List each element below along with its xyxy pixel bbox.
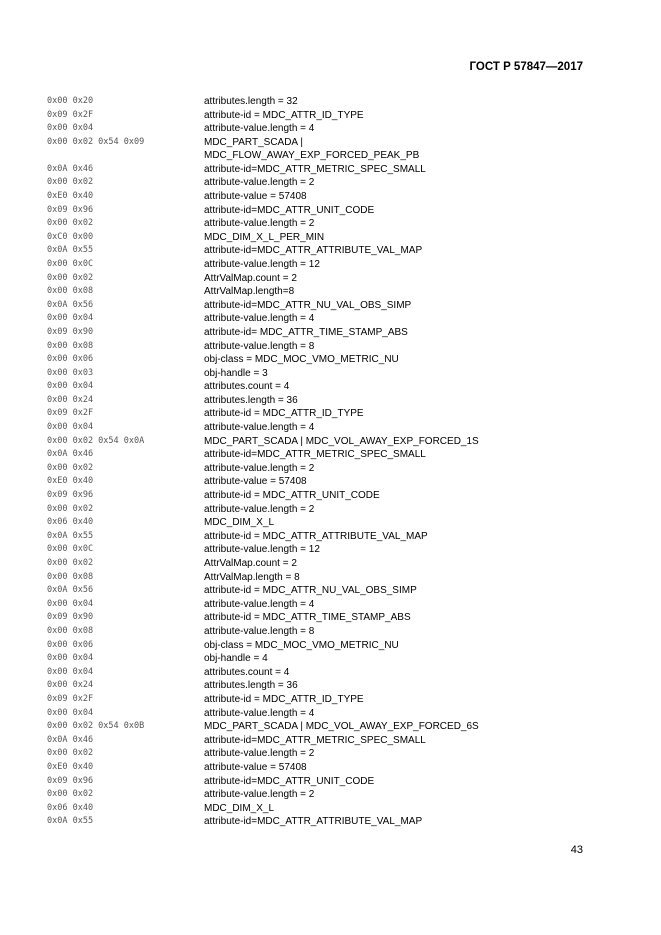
listing-row xyxy=(0,530,661,544)
listing-row xyxy=(0,679,661,693)
description-line: attribute-id=MDC_ATTR_UNIT_CODE xyxy=(204,775,375,787)
field-description xyxy=(204,421,584,435)
description-line: obj-handle = 4 xyxy=(204,653,268,665)
field-description xyxy=(204,802,584,816)
field-description xyxy=(204,258,584,272)
field-description xyxy=(204,815,584,829)
hex-bytes: 0x00 0x02 0x54 0x09 xyxy=(47,136,145,147)
description-line: attribute-value.length = 12 xyxy=(204,544,320,556)
field-description xyxy=(204,285,584,299)
description-line: obj-class = MDC_MOC_VMO_METRIC_NU xyxy=(204,354,399,366)
hex-bytes: 0x00 0x02 xyxy=(47,462,94,473)
hex-bytes: 0x00 0x02 xyxy=(47,503,94,514)
listing-row xyxy=(0,734,661,748)
byte-listing xyxy=(0,95,661,829)
listing-row xyxy=(0,109,661,123)
hex-bytes: 0x09 0x90 xyxy=(47,612,94,623)
description-line: MDC_PART_SCADA | xyxy=(204,136,303,148)
page-number: 43 xyxy=(570,844,583,856)
listing-row xyxy=(0,666,661,680)
description-line: attribute-id = MDC_ATTR_NU_VAL_OBS_SIMP xyxy=(204,585,417,597)
listing-row xyxy=(0,761,661,775)
hex-bytes: 0x00 0x06 xyxy=(47,354,94,365)
description-line: MDC_DIM_X_L_PER_MIN xyxy=(204,231,325,243)
hex-bytes: 0x00 0x08 xyxy=(47,340,94,351)
hex-bytes: 0xE0 0x40 xyxy=(47,476,94,487)
hex-bytes: 0x0A 0x46 xyxy=(47,163,94,174)
listing-row xyxy=(0,204,661,218)
description-line: attribute-id = MDC_ATTR_UNIT_CODE xyxy=(204,490,380,502)
description-line: attribute-value.length = 2 xyxy=(204,218,315,230)
listing-row xyxy=(0,611,661,625)
listing-row xyxy=(0,557,661,571)
hex-bytes: 0x00 0x02 xyxy=(47,789,94,800)
description-line: attribute-id=MDC_ATTR_UNIT_CODE xyxy=(204,204,375,216)
description-line: attribute-value.length = 2 xyxy=(204,503,315,515)
description-line: AttrValMap.count = 2 xyxy=(204,272,297,284)
field-description xyxy=(204,176,584,190)
hex-bytes: 0x0A 0x55 xyxy=(47,816,94,827)
listing-row xyxy=(0,584,661,598)
listing-row xyxy=(0,462,661,476)
listing-row xyxy=(0,285,661,299)
listing-row xyxy=(0,489,661,503)
field-description xyxy=(204,326,584,340)
description-line: attribute-value.length = 4 xyxy=(204,707,315,719)
listing-row xyxy=(0,312,661,326)
field-description xyxy=(204,530,584,544)
hex-bytes: 0xE0 0x40 xyxy=(47,761,94,772)
field-description xyxy=(204,340,584,354)
field-description xyxy=(204,693,584,707)
listing-row xyxy=(0,190,661,204)
field-description xyxy=(204,788,584,802)
hex-bytes: 0x0A 0x56 xyxy=(47,299,94,310)
hex-bytes: 0x0A 0x56 xyxy=(47,585,94,596)
description-line: attribute-value.length = 12 xyxy=(204,258,320,270)
field-description xyxy=(204,380,584,394)
description-line: attribute-id=MDC_ATTR_NU_VAL_OBS_SIMP xyxy=(204,299,412,311)
listing-row xyxy=(0,475,661,489)
field-description xyxy=(204,639,584,653)
description-line: attribute-value.length = 4 xyxy=(204,123,315,135)
listing-row xyxy=(0,380,661,394)
listing-row xyxy=(0,802,661,816)
field-description xyxy=(204,707,584,721)
field-description xyxy=(204,571,584,585)
field-description xyxy=(204,407,584,421)
listing-row xyxy=(0,136,661,163)
listing-row xyxy=(0,503,661,517)
hex-bytes: 0x06 0x40 xyxy=(47,802,94,813)
hex-bytes: 0x09 0x96 xyxy=(47,775,94,786)
field-description xyxy=(204,584,584,598)
listing-row xyxy=(0,407,661,421)
description-line: attributes.length = 36 xyxy=(204,680,298,692)
hex-bytes: 0x09 0x96 xyxy=(47,490,94,501)
listing-row xyxy=(0,543,661,557)
field-description xyxy=(204,353,584,367)
field-description xyxy=(204,448,584,462)
field-description xyxy=(204,557,584,571)
hex-bytes: 0x00 0x04 xyxy=(47,313,94,324)
hex-bytes: 0x00 0x04 xyxy=(47,707,94,718)
listing-row xyxy=(0,217,661,231)
field-description xyxy=(204,435,584,449)
hex-bytes: 0x00 0x04 xyxy=(47,381,94,392)
listing-row xyxy=(0,163,661,177)
description-line: attribute-id = MDC_ATTR_ID_TYPE xyxy=(204,408,364,420)
hex-bytes: 0x00 0x0C xyxy=(47,258,94,269)
listing-row xyxy=(0,652,661,666)
hex-bytes: 0xC0 0x00 xyxy=(47,231,94,242)
field-description xyxy=(204,775,584,789)
listing-row xyxy=(0,788,661,802)
description-line: AttrValMap.length=8 xyxy=(204,286,295,298)
field-description xyxy=(204,299,584,313)
field-description xyxy=(204,516,584,530)
listing-row xyxy=(0,435,661,449)
field-description xyxy=(204,109,584,123)
listing-row xyxy=(0,625,661,639)
description-line: attribute-value.length = 2 xyxy=(204,748,315,760)
description-line: obj-handle = 3 xyxy=(204,367,268,379)
hex-bytes: 0x00 0x02 xyxy=(47,272,94,283)
field-description xyxy=(204,666,584,680)
description-line: attribute-id=MDC_ATTR_METRIC_SPEC_SMALL xyxy=(204,163,426,175)
description-line-continued: MDC_FLOW_AWAY_EXP_FORCED_PEAK_PB xyxy=(204,150,420,162)
hex-bytes: 0x00 0x02 xyxy=(47,218,94,229)
field-description xyxy=(204,190,584,204)
description-line: attribute-value.length = 2 xyxy=(204,462,315,474)
field-description xyxy=(204,625,584,639)
listing-row xyxy=(0,707,661,721)
hex-bytes: 0x00 0x04 xyxy=(47,598,94,609)
description-line: attribute-value.length = 2 xyxy=(204,789,315,801)
description-line: MDC_DIM_X_L xyxy=(204,517,275,529)
hex-bytes: 0x0A 0x46 xyxy=(47,449,94,460)
hex-bytes: 0x00 0x24 xyxy=(47,394,94,405)
hex-bytes: 0x00 0x02 0x54 0x0B xyxy=(47,721,145,732)
hex-bytes: 0x00 0x02 0x54 0x0A xyxy=(47,435,145,446)
hex-bytes: 0x00 0x08 xyxy=(47,625,94,636)
hex-bytes: 0x00 0x06 xyxy=(47,639,94,650)
field-description xyxy=(204,95,584,109)
description-line: attributes.length = 32 xyxy=(204,96,298,107)
field-description xyxy=(204,231,584,245)
field-description xyxy=(204,367,584,381)
hex-bytes: 0x06 0x40 xyxy=(47,517,94,528)
hex-bytes: 0x0A 0x55 xyxy=(47,530,94,541)
listing-row xyxy=(0,122,661,136)
description-line: attribute-id=MDC_ATTR_METRIC_SPEC_SMALL xyxy=(204,449,426,461)
listing-row xyxy=(0,815,661,829)
hex-bytes: 0xE0 0x40 xyxy=(47,190,94,201)
listing-row xyxy=(0,95,661,109)
hex-bytes: 0x00 0x04 xyxy=(47,653,94,664)
description-line: attribute-id = MDC_ATTR_ID_TYPE xyxy=(204,109,364,121)
field-description xyxy=(204,217,584,231)
listing-row xyxy=(0,693,661,707)
listing-row xyxy=(0,775,661,789)
listing-row xyxy=(0,571,661,585)
description-line: MDC_PART_SCADA | MDC_VOL_AWAY_EXP_FORCED_6S xyxy=(204,721,479,733)
field-description xyxy=(204,747,584,761)
hex-bytes: 0x00 0x04 xyxy=(47,422,94,433)
hex-bytes: 0x00 0x24 xyxy=(47,680,94,691)
listing-row xyxy=(0,299,661,313)
description-line: MDC_DIM_X_L xyxy=(204,802,275,814)
description-line: attribute-value.length = 2 xyxy=(204,177,315,189)
hex-bytes: 0x00 0x04 xyxy=(47,123,94,134)
description-line: attribute-id=MDC_ATTR_METRIC_SPEC_SMALL xyxy=(204,734,426,746)
field-description xyxy=(204,122,584,136)
listing-row xyxy=(0,639,661,653)
hex-bytes: 0x0A 0x46 xyxy=(47,734,94,745)
hex-bytes: 0x00 0x02 xyxy=(47,177,94,188)
listing-row xyxy=(0,516,661,530)
listing-row xyxy=(0,720,661,734)
listing-row xyxy=(0,231,661,245)
listing-row xyxy=(0,176,661,190)
field-description xyxy=(204,761,584,775)
listing-row xyxy=(0,421,661,435)
field-description xyxy=(204,679,584,693)
description-line: MDC_PART_SCADA | MDC_VOL_AWAY_EXP_FORCED_1S xyxy=(204,435,479,447)
field-description xyxy=(204,475,584,489)
listing-row xyxy=(0,747,661,761)
description-line: attribute-id=MDC_ATTR_ATTRIBUTE_VAL_MAP xyxy=(204,816,423,828)
field-description xyxy=(204,163,584,177)
hex-bytes: 0x00 0x20 xyxy=(47,96,94,106)
description-line: AttrValMap.count = 2 xyxy=(204,558,297,569)
document-header: ГОСТ Р 57847—2017 xyxy=(469,61,583,73)
description-line: AttrValMap.length = 8 xyxy=(204,571,300,583)
description-line: attribute-value.length = 4 xyxy=(204,313,315,325)
listing-row xyxy=(0,598,661,612)
listing-row xyxy=(0,340,661,354)
listing-row xyxy=(0,394,661,408)
description-line: attributes.length = 36 xyxy=(204,394,298,406)
listing-row xyxy=(0,367,661,381)
field-description xyxy=(204,598,584,612)
description-line: attribute-value.length = 8 xyxy=(204,340,315,352)
field-description xyxy=(204,204,584,218)
listing-row xyxy=(0,244,661,258)
hex-bytes: 0x09 0x2F xyxy=(47,408,94,419)
description-line: attribute-value = 57408 xyxy=(204,476,307,488)
description-line: attribute-id=MDC_ATTR_ATTRIBUTE_VAL_MAP xyxy=(204,245,423,257)
description-line: attribute-value = 57408 xyxy=(204,190,307,202)
field-description xyxy=(204,394,584,408)
field-description xyxy=(204,503,584,517)
hex-bytes: 0x09 0x2F xyxy=(47,693,94,704)
field-description xyxy=(204,489,584,503)
listing-row xyxy=(0,448,661,462)
hex-bytes: 0x09 0x96 xyxy=(47,204,94,215)
description-line: attribute-id= MDC_ATTR_TIME_STAMP_ABS xyxy=(204,326,408,338)
description-line: attribute-id = MDC_ATTR_ATTRIBUTE_VAL_MAP xyxy=(204,530,428,542)
description-line: attributes.count = 4 xyxy=(204,381,290,393)
field-description xyxy=(204,244,584,258)
hex-bytes: 0x09 0x90 xyxy=(47,326,94,337)
hex-bytes: 0x00 0x04 xyxy=(47,666,94,677)
field-description xyxy=(204,136,584,163)
hex-bytes: 0x00 0x08 xyxy=(47,286,94,297)
description-line: attribute-value.length = 4 xyxy=(204,422,315,434)
description-line: obj-class = MDC_MOC_VMO_METRIC_NU xyxy=(204,639,399,651)
description-line: attribute-value.length = 4 xyxy=(204,598,315,610)
field-description xyxy=(204,462,584,476)
description-line: attribute-value = 57408 xyxy=(204,761,307,773)
field-description xyxy=(204,611,584,625)
description-line: attribute-value.length = 8 xyxy=(204,625,315,637)
hex-bytes: 0x0A 0x55 xyxy=(47,245,94,256)
field-description xyxy=(204,272,584,286)
field-description xyxy=(204,312,584,326)
description-line: attribute-id = MDC_ATTR_TIME_STAMP_ABS xyxy=(204,612,411,624)
hex-bytes: 0x00 0x0C xyxy=(47,544,94,555)
hex-bytes: 0x09 0x2F xyxy=(47,109,94,120)
hex-bytes: 0x00 0x08 xyxy=(47,571,94,582)
listing-row xyxy=(0,258,661,272)
field-description xyxy=(204,543,584,557)
listing-row xyxy=(0,272,661,286)
field-description xyxy=(204,652,584,666)
field-description xyxy=(204,734,584,748)
description-line: attributes.count = 4 xyxy=(204,666,290,678)
hex-bytes: 0x00 0x03 xyxy=(47,367,94,378)
listing-row xyxy=(0,353,661,367)
field-description xyxy=(204,720,584,734)
listing-row xyxy=(0,326,661,340)
description-line: attribute-id = MDC_ATTR_ID_TYPE xyxy=(204,693,364,705)
hex-bytes: 0x00 0x02 xyxy=(47,748,94,759)
hex-bytes: 0x00 0x02 xyxy=(47,558,94,568)
